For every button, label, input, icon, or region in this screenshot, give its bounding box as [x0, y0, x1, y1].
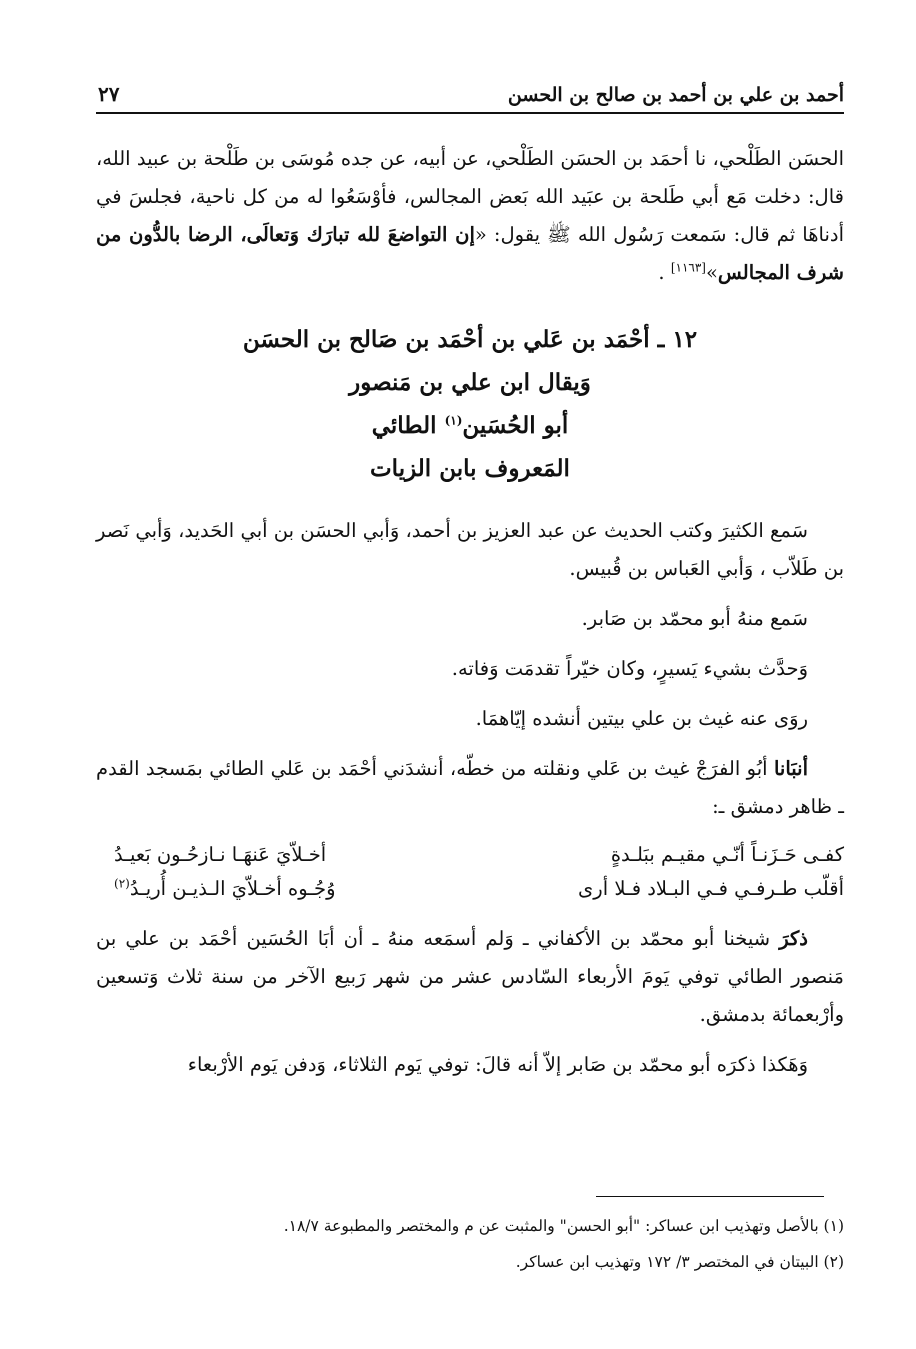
- anbana-lead: أنبَانا: [773, 757, 808, 780]
- poem: [96, 838, 844, 906]
- hadith-reference: [١١٦٣]: [670, 260, 706, 275]
- verse-2-first-hemistich: أقلّب طـرفـي فـي البـلاد فـلا أرى: [578, 877, 844, 900]
- anbana-text: أبُو الفرَجْ غيث بن عَلي ونقلته من خطّه، أنشدَني أحْمَد بن عَلي الطائي بمَسجد القدم ـ ظاهر دمشق ـ:: [96, 757, 844, 818]
- verse-1: [96, 838, 844, 872]
- intro-paragraph: [96, 140, 844, 292]
- page-header: [96, 72, 844, 114]
- kunya-text: أبو الحُسَين: [462, 412, 569, 439]
- running-title: أحمد بن علي بن أحمد بن صالح بن الحسن: [507, 84, 844, 106]
- verse-2: [96, 872, 844, 906]
- entry-title-alias: وَيقال ابن علي بن مَنصور: [349, 369, 591, 396]
- verse-1-second-hemistich: أخـلاّيَ عَنهَـا نـازحُـون بَعيـدُ: [114, 843, 327, 866]
- paragraph-anbana: [96, 750, 844, 826]
- entry-title-kunya: [96, 404, 844, 447]
- footnote-separator: [596, 1196, 824, 1197]
- paragraph-narrated: وَحدَّث بشيء يَسيرٍ، وكان خيّراً تقدمَت وَفاته.: [451, 657, 808, 680]
- intro-end: .: [658, 261, 671, 284]
- dhakar-lead: ذكرَ: [779, 927, 808, 950]
- paragraph-heard: سَمع الكثيرَ وكتب الحديث عن عبد العزيز بن أحمد، وَأبي الحسَن بن أبي الحَديد، وَأبي نَصر بن طَلاّب ، وَأبي العَباس بن قُبيس.: [96, 519, 844, 580]
- intro-text: الحسَن الطَلْحي، نا أحمَد بن الحسَن الطَلْحي، عن أبيه، عن جده مُوسَى بن طَلْحة بن عبيد الله، قال: دخلت مَع أبي طَلحة بن عبَيد الله بَعض المجالس، فأوْسَعُوا له من كل ناحية، فجلسَ في أدناهَا ثم قال: سَمعت رَسُول الله ﷺ يقول: «: [96, 147, 844, 246]
- footnote-ref-1: (١): [444, 413, 463, 428]
- paragraph-alternate-report: وَهَكذا ذكرَه أبو محمّد بن صَابر إلاّ أنه قالَ: توفي يَوم الثلاثاء، وَدفن يَوم الأرْبعاء: [187, 1053, 808, 1076]
- paragraph-death-report: [96, 920, 844, 1034]
- entry-title: [96, 318, 844, 490]
- footnote-2: (٢) البيتان في المختصر ٣/ ١٧٢ وتهذيب ابن عساكر.: [515, 1253, 844, 1271]
- quote-close: »: [705, 261, 718, 284]
- page-body: [96, 140, 844, 1084]
- nisba-text: الطائي: [371, 412, 445, 439]
- hadith-quote: إن التواضعَ لله تبارَك وَتعالَى، الرضا بالدُّون من شرف المجالس: [96, 223, 844, 284]
- entry-title-known-as: المَعروف بابن الزيات: [370, 455, 570, 482]
- page-number: ٢٧: [98, 82, 120, 106]
- death-report-text: شيخنا أبو محمّد بن الأكفاني ـ وَلم أسمَعه منهُ ـ أن أبَا الحُسَين أحْمَد بن علي بن مَنصور الطائي توفي يَومَ الأربعاء السّادس عشر من شهر رَبيع الآخر من سنة ثلاث وَتسعين وأرْبعمائة بدمشق.: [96, 927, 844, 1026]
- paragraph-heard-from-him: سَمع منهُ أبو محمّد بن صَابر.: [581, 607, 808, 630]
- footnote-ref-2: (٢): [114, 876, 130, 891]
- verse-2-second-hemistich: [114, 872, 335, 906]
- verse-1-first-hemistich: كفـى حَـزَنـاً أنّـي مقيـم ببَلـدةٍ: [610, 843, 844, 866]
- footnote-1: (١) بالأصل وتهذيب ابن عساكر: "أبو الحسن" والمثبت عن م والمختصر والمطبوعة ١٨/٧.: [283, 1217, 844, 1235]
- footnotes: [96, 1208, 844, 1280]
- paragraph-transmitted: روَى عنه غيث بن علي بيتين أنشده إيّاهمَا.: [475, 707, 808, 730]
- verse-2-second-text: وُجُـوه أخـلاّيَ الـذيـن أُريـدُ: [129, 877, 336, 900]
- entry-title-name: ١٢ ـ أحْمَد بن عَلي بن أحْمَد بن صَالح بن الحسَن: [242, 326, 698, 353]
